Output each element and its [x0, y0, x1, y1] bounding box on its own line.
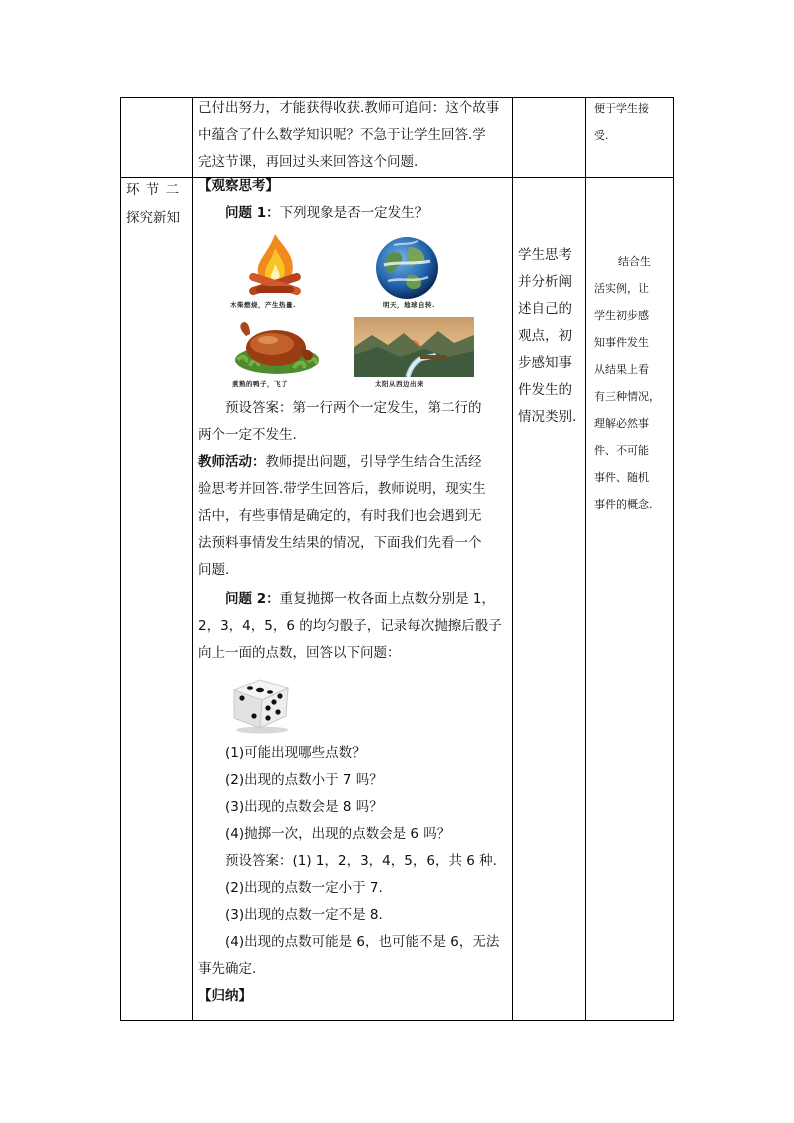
text-line: 问题. [198, 562, 230, 578]
question-label: 问题 2： [225, 591, 280, 607]
section-heading: 【观察思考】 [198, 178, 279, 194]
text-line: 活中，有些事情是确定的，有时我们也会遇到无 [198, 508, 482, 524]
text-line: 环 节 二 [126, 182, 181, 198]
image-caption: 煮熟的鸭子，飞了 [232, 380, 288, 388]
top-row-content [198, 95, 510, 176]
text-line: 验思考并回答.带学生回答后，教师说明，现实生 [198, 481, 486, 497]
roast-duck-icon [232, 314, 322, 378]
bonfire-icon [240, 230, 310, 298]
image-caption: 明天，地球自转. [383, 301, 435, 309]
text-line: 预设答案：第一行两个一定发生，第二行的 [225, 400, 482, 416]
text-line: 件、不可能 [594, 444, 649, 457]
text-line: 完这节课，再回过头来回答这个问题. [198, 154, 419, 170]
text-line: 便于学生接 [594, 102, 649, 115]
text-line: 情况类别. [518, 409, 577, 425]
list-item: (2)出现的点数一定小于 7. [225, 880, 383, 896]
text-line: 2，3，4，5，6 的均匀骰子，记录每次抛擦后骰子 [198, 618, 502, 634]
table-line-v3 [512, 97, 513, 1021]
text-line: 理解必然事 [594, 417, 649, 430]
list-item: (3)出现的点数会是 8 吗？ [225, 799, 383, 815]
text-line: 探究新知 [126, 210, 180, 226]
question-2 [198, 586, 510, 613]
text-line: 有三种情况， [594, 390, 660, 403]
section-heading: 【归纳】 [198, 988, 252, 1004]
text-line: 述自己的 [518, 301, 572, 317]
text-line: 重复抛掷一枚各面上点数分别是 1， [279, 591, 495, 607]
text-line: 并分析阐 [518, 274, 572, 290]
text-line: 结合生 [618, 255, 651, 268]
table-line-v2 [192, 97, 193, 1021]
text-line: 学生初步感 [594, 309, 649, 322]
table-line-v4 [585, 97, 586, 1021]
text-line: 从结果上看 [594, 363, 649, 376]
list-item: (3)出现的点数一定不是 8. [225, 907, 383, 923]
design-intent [594, 248, 672, 518]
image-caption: 木柴燃烧，产生热量. [230, 301, 296, 309]
stage-label [126, 176, 190, 232]
text-line: 事先确定. [198, 961, 257, 977]
list-item: (1)可能出现哪些点数？ [225, 745, 366, 761]
student-activity [518, 242, 584, 431]
list-item: 预设答案：(1) 1，2，3，4，5，6，共 6 种. [225, 853, 497, 869]
list-item: (4)出现的点数可能是 6，也可能不是 6，无法 [225, 934, 500, 950]
text-line: 事件的概念. [594, 498, 653, 511]
text-line: 法预料事情发生结果的情况，下面我们先看一个 [198, 535, 482, 551]
earth-icon [374, 235, 440, 301]
heading-observe-think [198, 173, 510, 227]
list-item: (4)抛掷一次，出现的点数会是 6 吗？ [225, 826, 451, 842]
table-line-v1 [120, 97, 121, 1021]
text-line: 己付出努力，才能获得收获.教师可追问：这个故事 [198, 100, 500, 116]
text-line: 活实例，让 [594, 282, 649, 295]
teacher-label: 教师活动： [198, 454, 266, 470]
text-line: 两个一定不发生. [198, 427, 297, 443]
text-line: 知事件发生 [594, 336, 649, 349]
text-line: 中蕴含了什么数学知识呢？不急于让学生回答.学 [198, 127, 486, 143]
main-content-text [198, 395, 510, 667]
teacher-activity [198, 449, 510, 476]
dice-icon [226, 672, 294, 734]
text-line: 步感知事 [518, 355, 572, 371]
text-line: 向上一面的点数，回答以下问题： [198, 645, 401, 661]
table-line-v5 [673, 97, 674, 1021]
image-caption: 太阳从西边出来 [375, 380, 424, 388]
text-line: 受. [594, 129, 609, 142]
question-text: 下列现象是否一定发生？ [279, 205, 429, 221]
list-item: (2)出现的点数小于 7 吗？ [225, 772, 383, 788]
text-line: 教师提出问题，引导学生结合生活经 [265, 454, 482, 470]
text-line: 件发生的 [518, 382, 572, 398]
question-1 [198, 200, 510, 227]
table-line-bottom [120, 1020, 674, 1021]
text-line: 学生思考 [518, 247, 572, 263]
sub-questions [198, 740, 510, 1010]
top-row-design-note [594, 95, 672, 149]
question-label: 问题 1： [225, 205, 280, 221]
text-line: 事件、随机 [594, 471, 649, 484]
sunrise-west-icon [354, 317, 474, 377]
text-line: 观点，初 [518, 328, 572, 344]
